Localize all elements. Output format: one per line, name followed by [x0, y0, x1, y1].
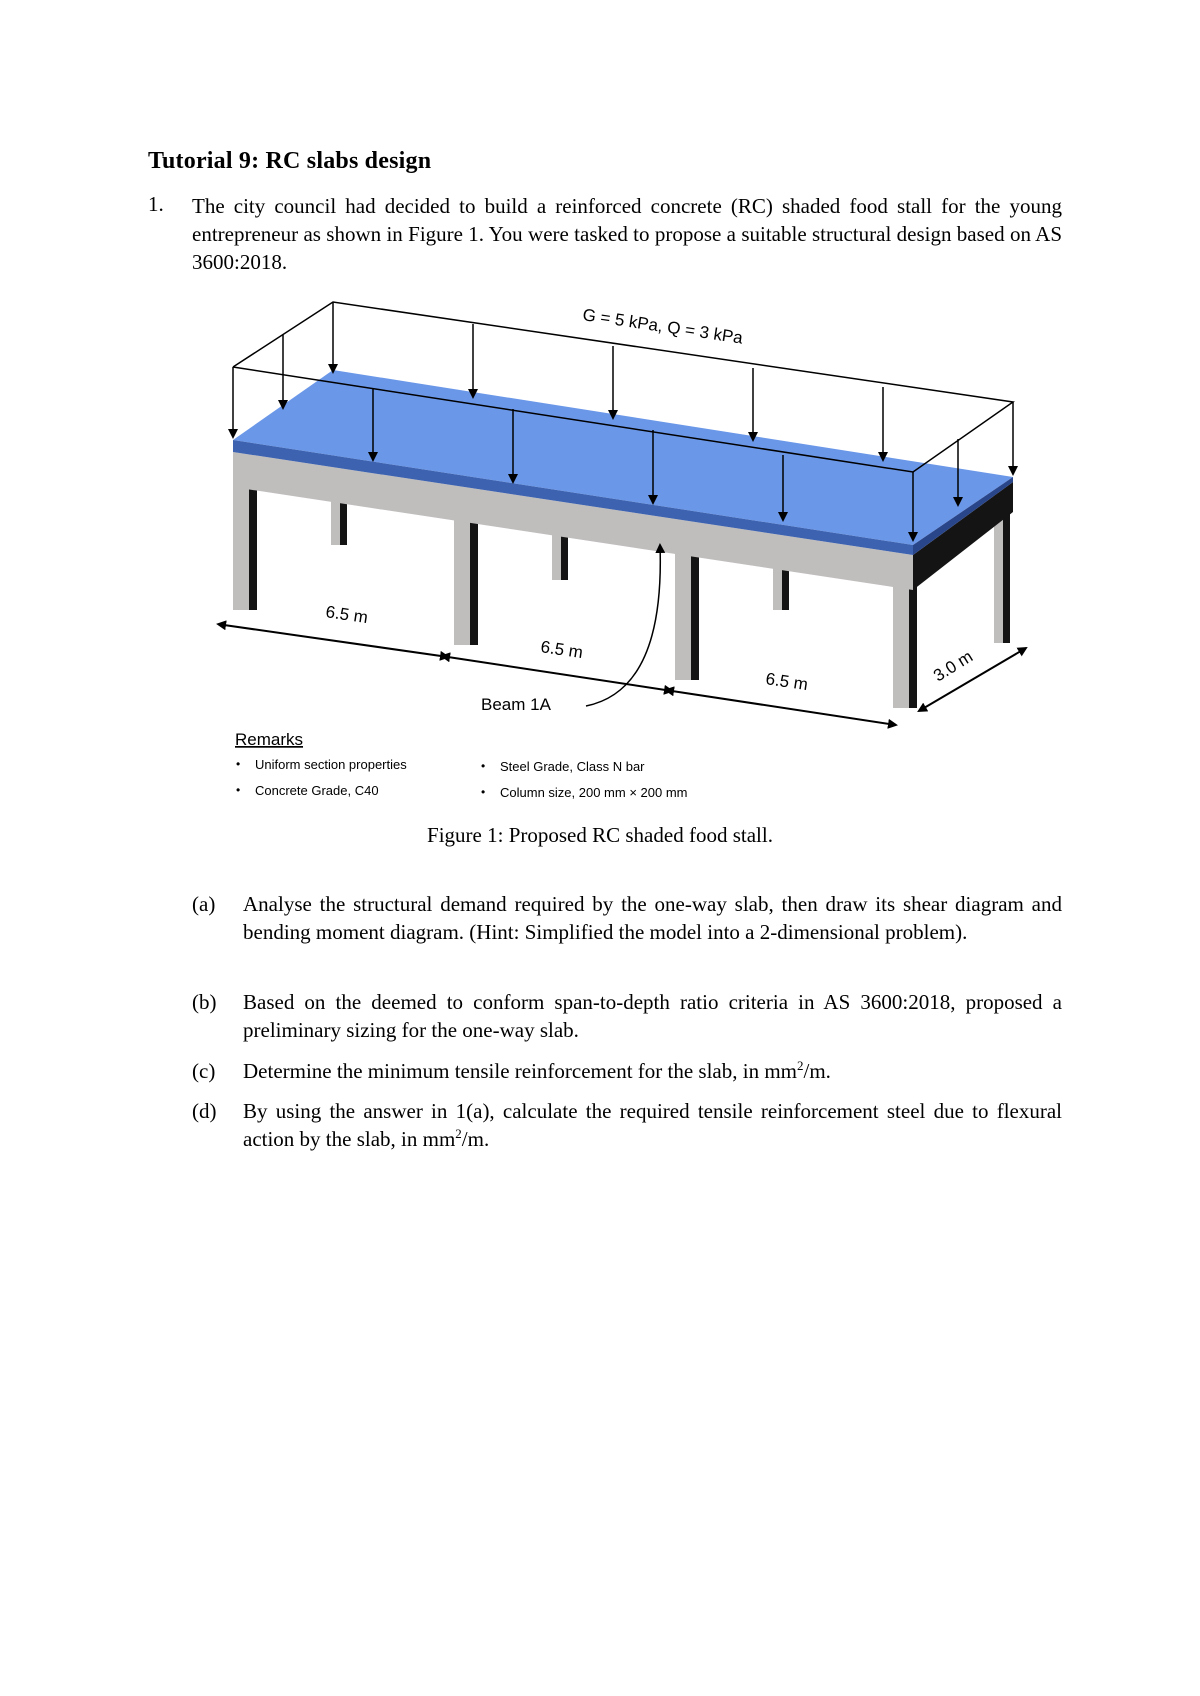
back-column [782, 565, 789, 610]
part-label: (b) [192, 990, 217, 1014]
front-column [249, 480, 257, 610]
remark-4: Column size, 200 mm × 200 mm [500, 785, 688, 800]
front-column [691, 550, 699, 680]
structure-drawing [0, 290, 1200, 830]
figure-caption: Figure 1: Proposed RC shaded food stall. [427, 823, 773, 847]
part-d [192, 1097, 1062, 1153]
beam-label: Beam 1A [481, 695, 551, 714]
remark-bullet: • [236, 783, 241, 797]
front-column [909, 572, 917, 708]
part-text [243, 1057, 1062, 1085]
span-label-1: 6.5 m [324, 602, 370, 628]
remark-1: Uniform section properties [255, 757, 407, 772]
remarks-title: Remarks [235, 730, 304, 749]
back-column [340, 500, 347, 545]
part-text: Based on the deemed to conform span-to-depth ratio criteria in AS 3600:2018, proposed a preliminary sizing for the one-way slab. [243, 990, 1062, 1042]
question-text: The city council had decided to build a reinforced concrete (RC) shaded food stall for the young entrepreneur as shown in Figure 1. You were tasked to propose a suitable structural design based on AS 3600:2018. [192, 194, 1062, 274]
part-a [192, 890, 1062, 974]
remark-bullet: • [481, 785, 486, 799]
part-label: (c) [192, 1059, 216, 1083]
beam-callout-arrow [586, 545, 660, 706]
figure-1 [0, 290, 1200, 830]
span-label-3: 6.5 m [764, 669, 810, 695]
back-column [561, 535, 568, 580]
part-text [243, 1097, 1062, 1153]
question-number: 1. [148, 192, 164, 216]
remark-bullet: • [236, 757, 241, 771]
remark-2: Concrete Grade, C40 [255, 783, 379, 798]
part-text: Analyse the structural demand required by the one-way slab, then draw its shear diagram and bending moment diagram. (Hint: Simplified the model into a 2-dimensional problem). [243, 892, 1062, 944]
part-b [192, 988, 1062, 1044]
span-label-2: 6.5 m [539, 637, 585, 663]
page-title: Tutorial 9: RC slabs design [148, 148, 432, 174]
load-label: G = 5 kPa, Q = 3 kPa [581, 305, 745, 348]
part-c [192, 1057, 1062, 1085]
superscript: 2 [797, 1058, 804, 1073]
part-text-main: Determine the minimum tensile reinforcement for the slab, in mm [243, 1059, 798, 1083]
remark-bullet: • [481, 759, 486, 773]
part-label: (a) [192, 892, 216, 916]
part-text-unit: /m. [803, 1059, 831, 1083]
part-text-main: By using the answer in 1(a), calculate the required tensile reinforcement steel due to flexural action by the slab, in mm [243, 1099, 1062, 1151]
part-label: (d) [192, 1099, 217, 1123]
width-label: 3.0 m [930, 646, 977, 686]
remark-3: Steel Grade, Class N bar [500, 759, 645, 774]
front-column [470, 515, 478, 645]
superscript: 2 [455, 1126, 462, 1141]
part-text-unit: /m. [461, 1127, 490, 1151]
